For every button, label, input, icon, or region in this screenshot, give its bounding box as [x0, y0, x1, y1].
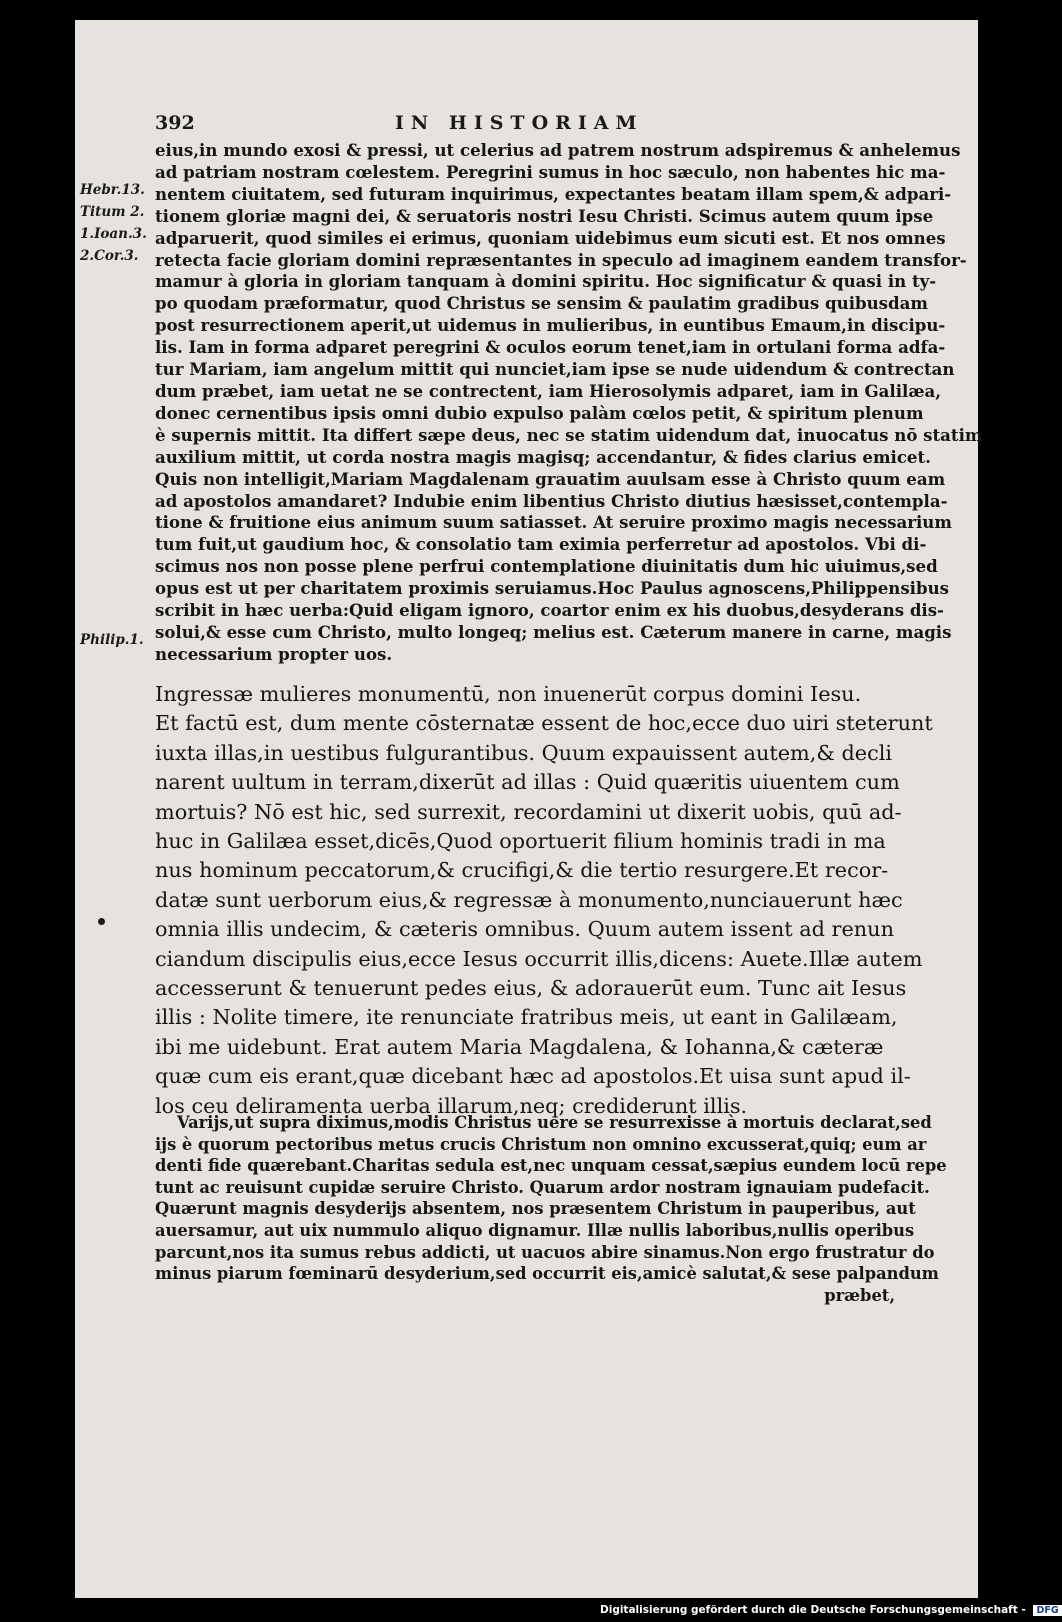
text-line: nus hominum peccatorum,& crucifigi,& die tertio resurgere.Et recor-	[155, 858, 889, 883]
text-line: po quodam præformatur, quod Christus se sensim & paulatim gradibus quibusdam	[155, 293, 928, 314]
text-line: dum præbet, iam uetat ne se contrectent, iam Hierosolymis adparet, iam in Galilæa,	[155, 380, 942, 401]
text-line: ad patriam nostram cœlestem. Peregrini sumus in hoc sæculo, non habentes hic ma-	[155, 161, 946, 182]
commentary-bottom	[155, 1112, 947, 1306]
text-line: tionem gloriæ magni dei, & seruatoris nostri Iesu Christi. Scimus autem quum ipse	[155, 205, 934, 226]
dfg-logo-icon: DFG	[1033, 1605, 1061, 1616]
footer-text: Digitalisierung gefördert durch die Deutsche Forschungsgemeinschaft -	[600, 1604, 1026, 1616]
text-line: denti fide quærebant.Charitas sedula est,nec unquam cessat,sæpius eundem locū repe	[155, 1156, 947, 1176]
text-line: los ceu deliramenta uerba illarum,neq; crediderunt illis.	[155, 1093, 748, 1118]
running-head: IN HISTORIAM	[395, 112, 644, 134]
text-line: ciandum discipulis eius,ecce Iesus occurrit illis,dicens: Auete.Illæ autem	[155, 946, 923, 971]
text-line: scimus nos non posse plene perfrui contemplatione diuinitatis dum hic uiuimus,sed	[155, 556, 938, 577]
text-line: iuxta illas,in uestibus fulgurantibus. Quum expauissent autem,& decli	[155, 740, 893, 765]
scripture-text	[155, 680, 935, 1121]
margin-note-ioan: 1.Ioan.3.	[80, 226, 147, 242]
text-line: solui,& esse cum Christo, multo longeq; melius est. Cæterum manere in carne, magis	[155, 621, 952, 642]
text-line: præbet,	[824, 1285, 895, 1305]
text-line: Quis non intelligit,Mariam Magdalenam grauatim auulsam esse à Christo quum eam	[155, 468, 946, 489]
text-line: ibi me uidebunt. Erat autem Maria Magdalena, & Iohanna,& cæteræ	[155, 1034, 884, 1059]
text-line: tur Mariam, iam angelum mittit qui nunciet,iam ipse se nude uidendum & contrectan	[155, 359, 955, 380]
margin-note-cor: 2.Cor.3.	[80, 248, 139, 264]
text-line: illis : Nolite timere, ite renunciate fratribus meis, ut eant in Galilæam,	[155, 1005, 898, 1030]
text-line: Et factū est, dum mente cōsternatæ essent de hoc,ecce duo uiri steterunt	[155, 711, 933, 736]
text-line: scribit in hæc uerba:Quid eligam ignoro, coartor enim ex his duobus,desyderans dis-	[155, 600, 944, 621]
text-line: auxilium mittit, ut corda nostra magis magisq; accendantur, & fides clarius emicet.	[155, 446, 931, 467]
text-line: mamur à gloria in gloriam tanquam à domini spiritu. Hoc significatur & quasi in ty-	[155, 271, 937, 292]
text-line: nentem ciuitatem, sed futuram inquirimus, expectantes beatam illam spem,& adpari-	[155, 183, 952, 204]
text-line: Quærunt magnis desyderijs absentem, nos præsentem Christum in pauperibus, aut	[155, 1199, 916, 1219]
text-line: eius,in mundo exosi & pressi, ut celerius ad patrem nostrum adspiremus & anhelemus	[155, 140, 961, 160]
text-line: necessarium propter uos.	[155, 643, 393, 664]
text-line: adparuerit, quod similes ei erimus, quoniam uidebimus eum sicuti est. Et nos omnes	[155, 227, 946, 248]
text-line: auersamur, aut uix nummulo aliquo dignamur. Illæ nullis laboribus,nullis operibus	[155, 1220, 915, 1240]
page-number: 392	[155, 112, 195, 134]
text-line: accesserunt & tenuerunt pedes eius, & adorauerūt eum. Tunc ait Iesus	[155, 976, 907, 1001]
text-line: tunt ac reuisunt cupidæ seruire Christo. Quarum ardor nostram ignauiam pudefacit.	[155, 1177, 930, 1197]
text-line: ad apostolos amandaret? Indubie enim libentius Christo diutius hæsisset,contempla-	[155, 490, 948, 511]
text-line: narent uultum in terram,dixerūt ad illas : Quid quæritis uiuentem cum	[155, 770, 900, 795]
text-line: tum fuit,ut gaudium hoc, & consolatio tam eximia perferretur ad apostolos. Vbi di-	[155, 534, 927, 555]
text-line: datæ sunt uerborum eius,& regressæ à monumento,nunciauerunt hæc	[155, 887, 903, 912]
ink-mark	[98, 918, 105, 925]
commentary-top	[155, 140, 983, 666]
text-line: ijs è quorum pectoribus metus crucis Christum non omnino excusserat,quiq; eum ar	[155, 1134, 927, 1154]
text-line: Ingressæ mulieres monumentū, non inuenerūt corpus domini Iesu.	[155, 682, 862, 706]
text-line: minus piarum fœminarū desyderium,sed occurrit eis,amicè salutat,& sese palpandum	[155, 1264, 939, 1284]
text-line: retecta facie gloriam domini repræsentantes in speculo ad imaginem eandem transfor-	[155, 249, 967, 270]
margin-note-titum: Titum 2.	[80, 204, 145, 220]
text-line: è supernis mittit. Ita differt sæpe deus, nec se statim uidendum dat, inuocatus nō statim	[155, 424, 983, 445]
text-line: quæ cum eis erant,quæ dicebant hæc ad apostolos.Et uisa sunt apud il-	[155, 1064, 911, 1089]
text-line: mortuis? Nō est hic, sed surrexit, recordamini ut dixerit uobis, quū ad-	[155, 799, 902, 824]
footer-credit	[600, 1604, 1062, 1616]
text-line: parcunt,nos ita sumus rebus addicti, ut uacuos abire sinamus.Non ergo frustratur do	[155, 1242, 935, 1262]
text-line: tione & fruitione eius animum suum satiasset. At seruire proximo magis necessarium	[155, 512, 952, 533]
text-line: lis. Iam in forma adparet peregrini & oculos eorum tenet,iam in ortulani forma adfa-	[155, 337, 946, 358]
page-header	[155, 112, 835, 142]
text-line: donec cernentibus ipsis omni dubio expulso palàm cœlos petit, & spiritum plenum	[155, 402, 924, 423]
margin-note-philip: Philip.1.	[80, 632, 144, 648]
text-line: opus est ut per charitatem proximis seruiamus.Hoc Paulus agnoscens,Philippensibus	[155, 578, 949, 599]
text-line: omnia illis undecim, & cæteris omnibus. Quum autem issent ad renun	[155, 917, 894, 942]
margin-note-hebr: Hebr.13.	[80, 182, 145, 198]
text-line: Varijs,ut supra diximus,modis Christus uere se resurrexisse à mortuis declarat,sed	[177, 1113, 932, 1132]
text-line: huc in Galilæa esset,dicēs,Quod oportuerit filium hominis tradi in ma	[155, 829, 886, 854]
text-line: post resurrectionem aperit,ut uidemus in mulieribus, in euntibus Emaum,in discipu-	[155, 315, 946, 336]
